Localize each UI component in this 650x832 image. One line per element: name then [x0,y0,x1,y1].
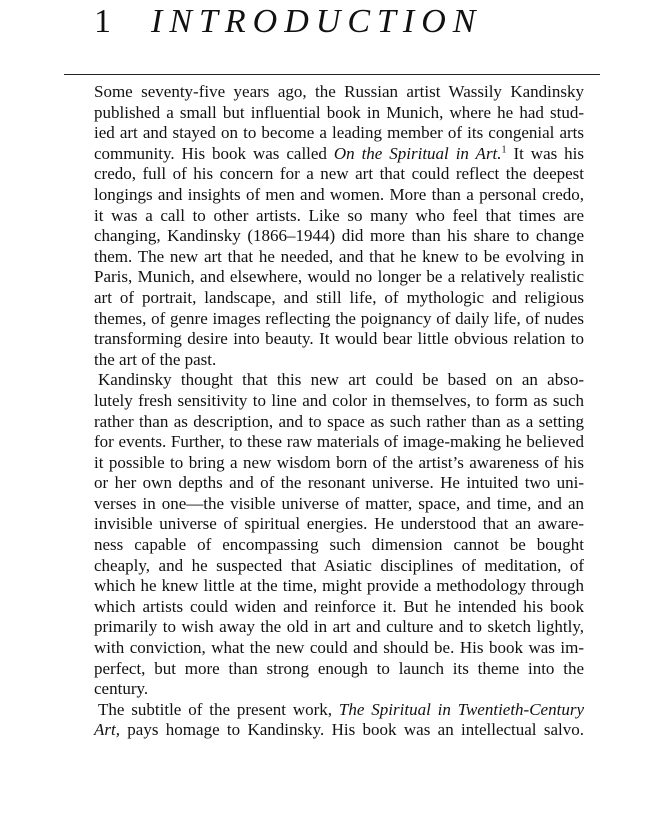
text-line: credo, full of his concern for a new art that could reflect the deepest [94,164,584,184]
text-line [94,720,584,741]
paragraph-3 [94,700,584,741]
text-line: art of portrait, landscape, and still life, of mythologic and religious [94,287,584,307]
text-line: published a small but influential book in Munich, where he had stud- [94,102,584,122]
text-line: rather than as description, and to space as such rather than as a setting [94,411,584,431]
text-line: cheaply, and he suspected that Asiatic disciplines of meditation, of [94,555,584,575]
chapter-number: 1 [94,3,111,40]
text-line: themes, of genre images reflecting the poignancy of daily life, of nudes [94,308,584,328]
text-fragment: The subtitle of the present work, [98,699,339,719]
text-line: it possible to bring a new wisdom born of the artist’s awareness of his [94,452,584,472]
chapter-title: INTRODUCTION [151,3,483,40]
text-line: changing, Kandinsky (1866–1944) did more than his share to change [94,226,584,246]
body-text [94,82,584,741]
book-title: Art, [94,720,120,740]
chapter-heading [94,2,482,42]
text-fragment: pays homage to Kandinsky. His book was an intellectual salvo. [119,720,584,740]
text-line: them. The new art that he needed, and that he knew to be evolving in [94,246,584,266]
text-line: invisible universe of spiritual energies. He understood that an aware- [94,514,584,534]
book-title: On the Spiritual in Art. [333,143,502,163]
footnote-marker[interactable]: 1 [501,144,507,156]
text-line [94,144,584,165]
text-line: lutely fresh sensitivity to line and color in themselves, to form as such [94,390,584,410]
text-line: the art of the past. [94,349,217,369]
text-line: or her own depths and of the resonant universe. He intuited two uni- [94,473,584,493]
text-line: for events. Further, to these raw materials of image-making he believed [94,432,584,452]
text-line: Kandinsky thought that this new art could be based on an abso- [98,370,584,390]
text-line: it was a call to other artists. Like so many who feel that times are [94,205,584,225]
text-line [94,700,584,721]
book-title: The Spiritual in Twentieth-Century [338,699,584,719]
text-line: century. [94,679,149,699]
text-line: transforming desire into beauty. It would bear little obvious relation to [94,329,584,349]
text-fragment: It was his [506,143,584,163]
text-line: ness capable of encompassing such dimension cannot be bought [94,535,584,555]
text-line: longings and insights of men and women. More than a personal credo, [94,184,584,204]
text-line: with conviction, what the new could and should be. His book was im- [94,638,584,658]
text-line: Paris, Munich, and elsewhere, would no longer be a relatively realistic [94,267,584,287]
text-line: primarily to wish away the old in art and culture and to sketch lightly, [94,617,584,637]
text-line: Some seventy-five years ago, the Russian artist Wassily Kandinsky [94,82,584,101]
text-line: ied art and stayed on to become a leading member of its congenial arts [94,123,584,143]
text-line: perfect, but more than strong enough to launch its theme into the [94,658,584,678]
paragraph-1 [94,82,584,370]
text-fragment: community. His book was called [94,143,334,163]
paragraph-2 [94,370,584,700]
text-line: which artists could widen and reinforce it. But he intended his book [94,596,584,616]
heading-rule [64,74,600,75]
text-line: verses in one—the visible universe of matter, space, and time, and an [94,493,584,513]
text-line: which he knew little at the time, might provide a methodology through [94,576,584,596]
